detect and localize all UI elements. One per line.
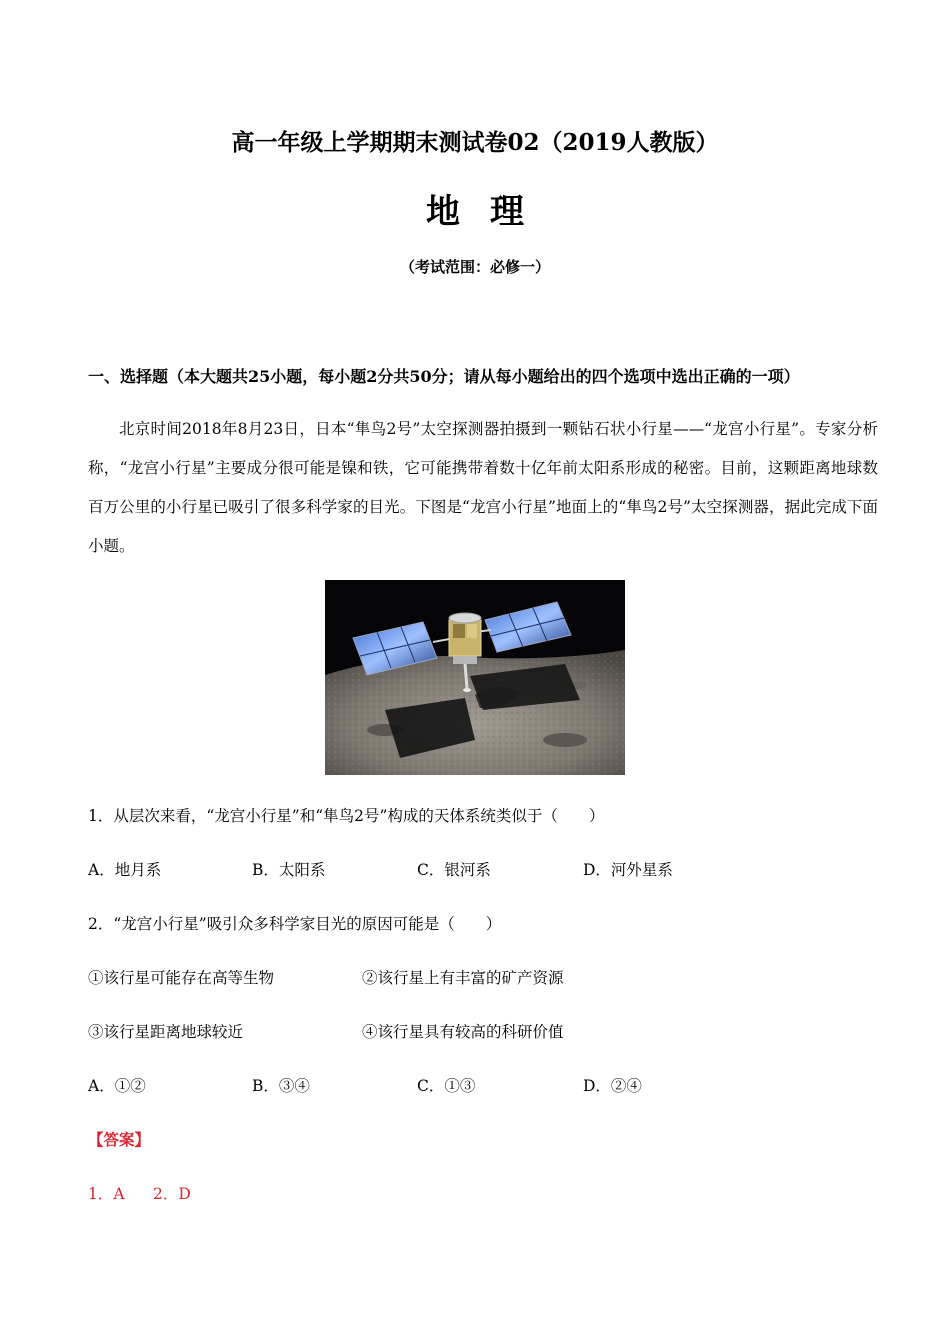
spacecraft-on-asteroid-image	[325, 580, 625, 775]
spacecraft-illustration	[325, 580, 625, 775]
answer-label: 【答案】	[88, 1130, 151, 1149]
question-1-option-b: B．太阳系	[252, 861, 326, 879]
question-2-statement-4: ④该行星具有较高的科研价值	[362, 1023, 564, 1041]
question-1-option-d: D．河外星系	[583, 861, 673, 879]
question-1-stem: 1．从层次来看，“龙宫小行星”和“隼鸟2号”构成的天体系统类似于（ ）	[88, 807, 605, 825]
question-1-option-a: A．地月系	[88, 861, 162, 879]
question-2-option-a: A．①②	[88, 1077, 146, 1095]
subject-title: 地理	[426, 192, 554, 232]
answer-1: 1．A	[88, 1185, 125, 1203]
question-2-statement-3: ③该行星距离地球较近	[88, 1023, 244, 1041]
question-2-option-c: C．①③	[417, 1077, 476, 1095]
reading-passage: 北京时间2018年8月23日，日本“隼鸟2号”太空探测器拍摄到一颗钻石状小行星——“龙宫小行星”。专家分析称，“龙宫小行星”主要成分很可能是镍和铁，它可能携带着数十亿年前太阳系形成的秘密。目前，这颗距离地球数百万公里的小行星已吸引了很多科学家的目光。下图是“龙宫小行星”地面上的“隼鸟2号”太空探测器，据此完成下面小题。	[88, 420, 878, 555]
exam-title: 高一年级上学期期末测试卷02（2019人教版）	[231, 129, 719, 156]
exam-scope: （考试范围：必修一）	[399, 258, 550, 276]
question-2-statement-1: ①该行星可能存在高等生物	[88, 969, 275, 987]
question-2-option-b: B．③④	[252, 1077, 310, 1095]
question-2-stem: 2．“龙宫小行星”吸引众多科学家目光的原因可能是（ ）	[88, 915, 502, 933]
question-1-option-c: C．银河系	[417, 861, 491, 879]
answer-2: 2．D	[153, 1185, 191, 1203]
question-2-option-d: D．②④	[583, 1077, 642, 1095]
question-2-statement-2: ②该行星上有丰富的矿产资源	[362, 969, 564, 987]
section-heading: 一、选择题（本大题共25小题，每小题2分共50分；请从每小题给出的四个选项中选出正确的一项）	[88, 367, 800, 386]
